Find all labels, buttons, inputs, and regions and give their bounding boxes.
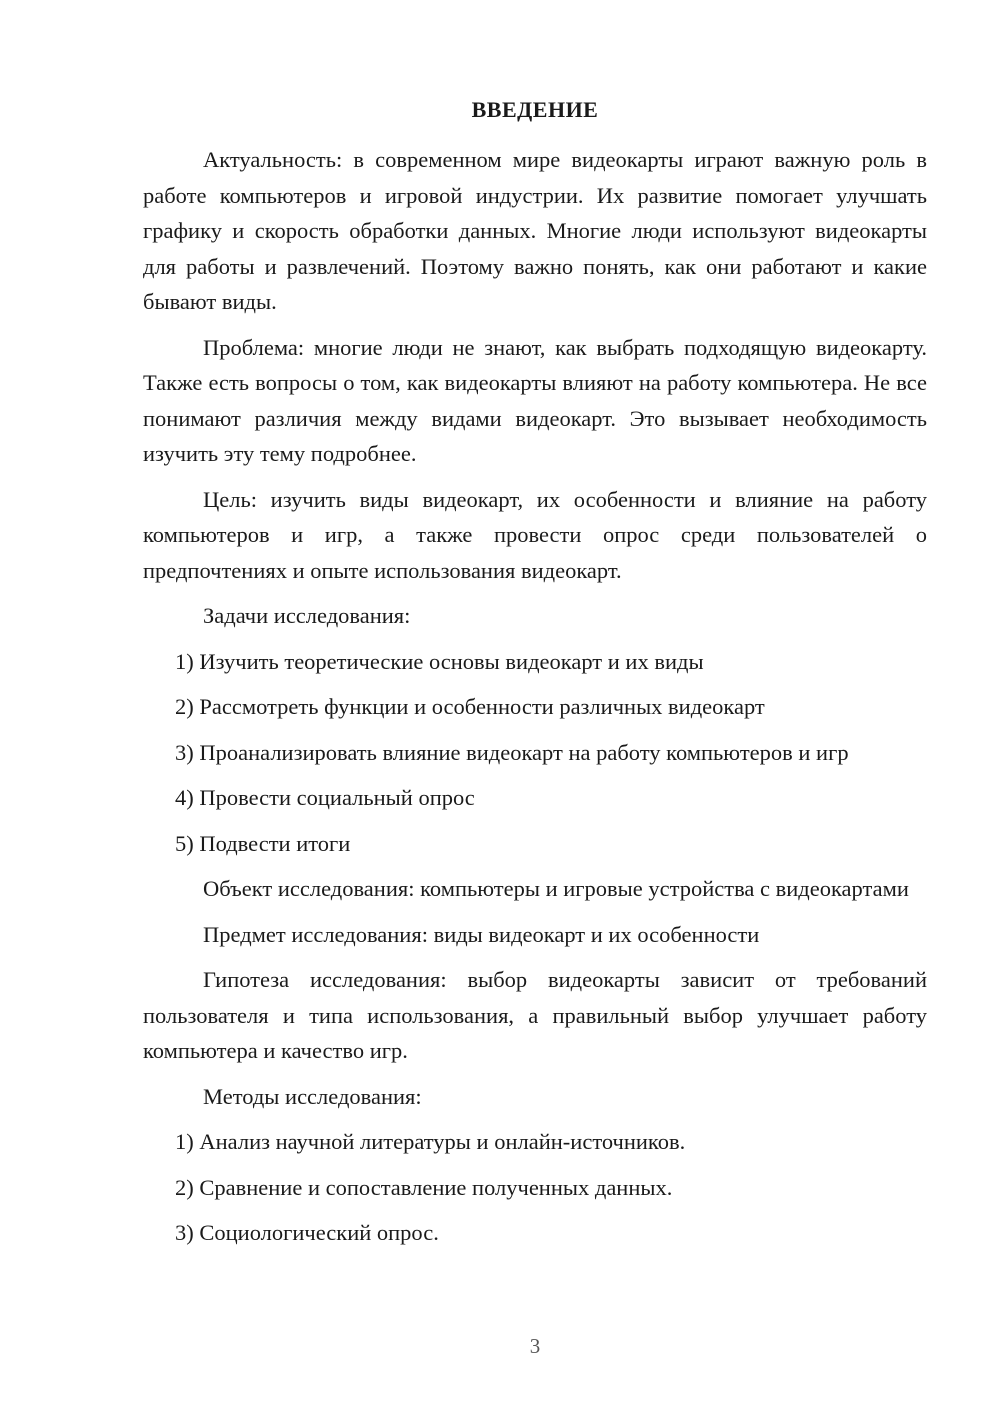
method-item: 3) Социологический опрос. xyxy=(175,1220,439,1245)
task-item: 1) Изучить теоретические основы видеокарт и их виды xyxy=(175,648,704,674)
document-page xyxy=(143,0,927,1414)
task-item: 3) Проанализировать влияние видеокарт на работу компьютеров и игр xyxy=(175,739,849,765)
page-title: ВВЕДЕНИЕ xyxy=(471,97,599,122)
methods-heading: Методы исследования: xyxy=(203,1083,422,1109)
object-paragraph: Объект исследования: компьютеры и игровые устройства с видеокартами xyxy=(203,876,909,901)
page-number: 3 xyxy=(529,1334,541,1358)
document-body xyxy=(143,142,927,1261)
problem-paragraph: Проблема: многие люди не знают, как выбрать подходящую видеокарту. Также есть вопросы о том, как видеокарты влияют на работу компьютера. Не все понимают различия между видами видеокарт. Это вызывает необходимость изучить эту тему подробнее. xyxy=(143,334,927,466)
method-item: 1) Анализ научной литературы и онлайн-источников. xyxy=(175,1129,686,1154)
method-item: 2) Сравнение и сопоставление полученных данных. xyxy=(175,1174,673,1200)
tasks-heading: Задачи исследования: xyxy=(203,603,411,628)
task-item: 2) Рассмотреть функции и особенности различных видеокарт xyxy=(175,694,765,719)
subject-paragraph: Предмет исследования: виды видеокарт и их особенности xyxy=(203,921,760,947)
relevance-paragraph: Актуальность: в современном мире видеокарты играют важную роль в работе компьютеров и игровой индустрии. Их развитие помогает улучшать графику и скорость обработки данных. Многие люди используют видеокарты для работы и развлечений. Поэтому важно понять, как они работают и какие бывают виды. xyxy=(143,147,927,314)
task-item: 5) Подвести итоги xyxy=(175,830,351,856)
task-item: 4) Провести социальный опрос xyxy=(175,785,475,810)
hypothesis-paragraph: Гипотеза исследования: выбор видеокарты зависит от требований пользователя и типа использования, а правильный выбор улучшает работу компьютера и качество игр. xyxy=(143,967,927,1063)
goal-paragraph: Цель: изучить виды видеокарт, их особенности и влияние на работу компьютеров и игр, а также провести опрос среди пользователей о предпочтениях и опыте использования видеокарт. xyxy=(143,486,927,583)
